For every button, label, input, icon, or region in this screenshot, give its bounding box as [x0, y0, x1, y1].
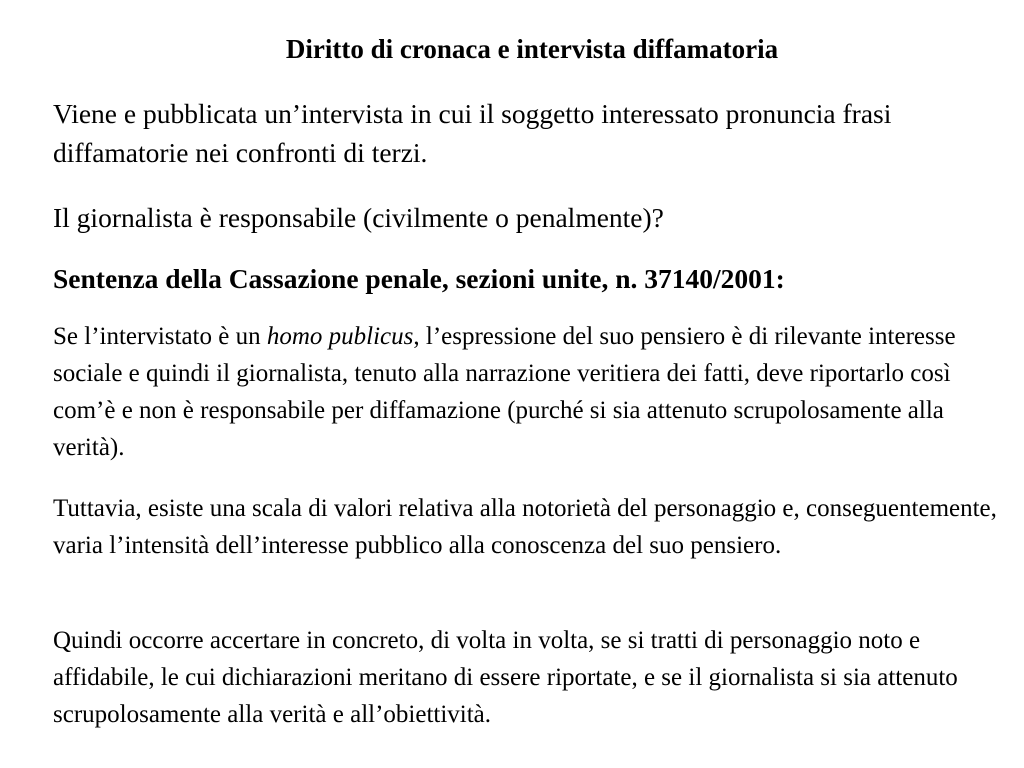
question-paragraph: Il giornalista è responsabile (civilmente o penalmente)? — [53, 202, 664, 233]
ruling-heading: Sentenza della Cassazione penale, sezioni unite, n. 37140/2001: — [53, 263, 785, 294]
intro-paragraph: Viene e pubblicata un’intervista in cui il soggetto interessato pronuncia frasi diffamatorie nei confronti di terzi. — [53, 98, 892, 168]
homo-publicus-emphasis: homo publicus — [266, 323, 414, 350]
notoriety-paragraph: Tuttavia, esiste una scala di valori relativa alla notorietà del personaggio e, conseguentemente, varia l’intensità dell’interesse pubblico alla conoscenza del suo pensiero. — [53, 495, 997, 559]
ruling-text-end: , l’espressione del suo pensiero è di rilevante interesse sociale e quindi il giornalista, tenuto alla narrazione veritiera dei fatti, deve riportarlo così com’è e non è responsabile per diffamazione (purché si sia attenuto scrupolosamente alla verità). — [53, 323, 956, 461]
ruling-text-start: Se l’intervistato è un — [53, 323, 267, 350]
ruling-paragraph — [53, 318, 1003, 466]
slide-title: Diritto di cronaca e intervista diffamatoria — [285, 34, 779, 64]
conclusion-paragraph: Quindi occorre accertare in concreto, di volta in volta, se si tratti di personaggio noto e affidabile, le cui dichiarazioni meritano di essere riportate, e se il giornalista si sia attenuto scrupolosamente alla verità e all’obiettività. — [53, 627, 958, 728]
